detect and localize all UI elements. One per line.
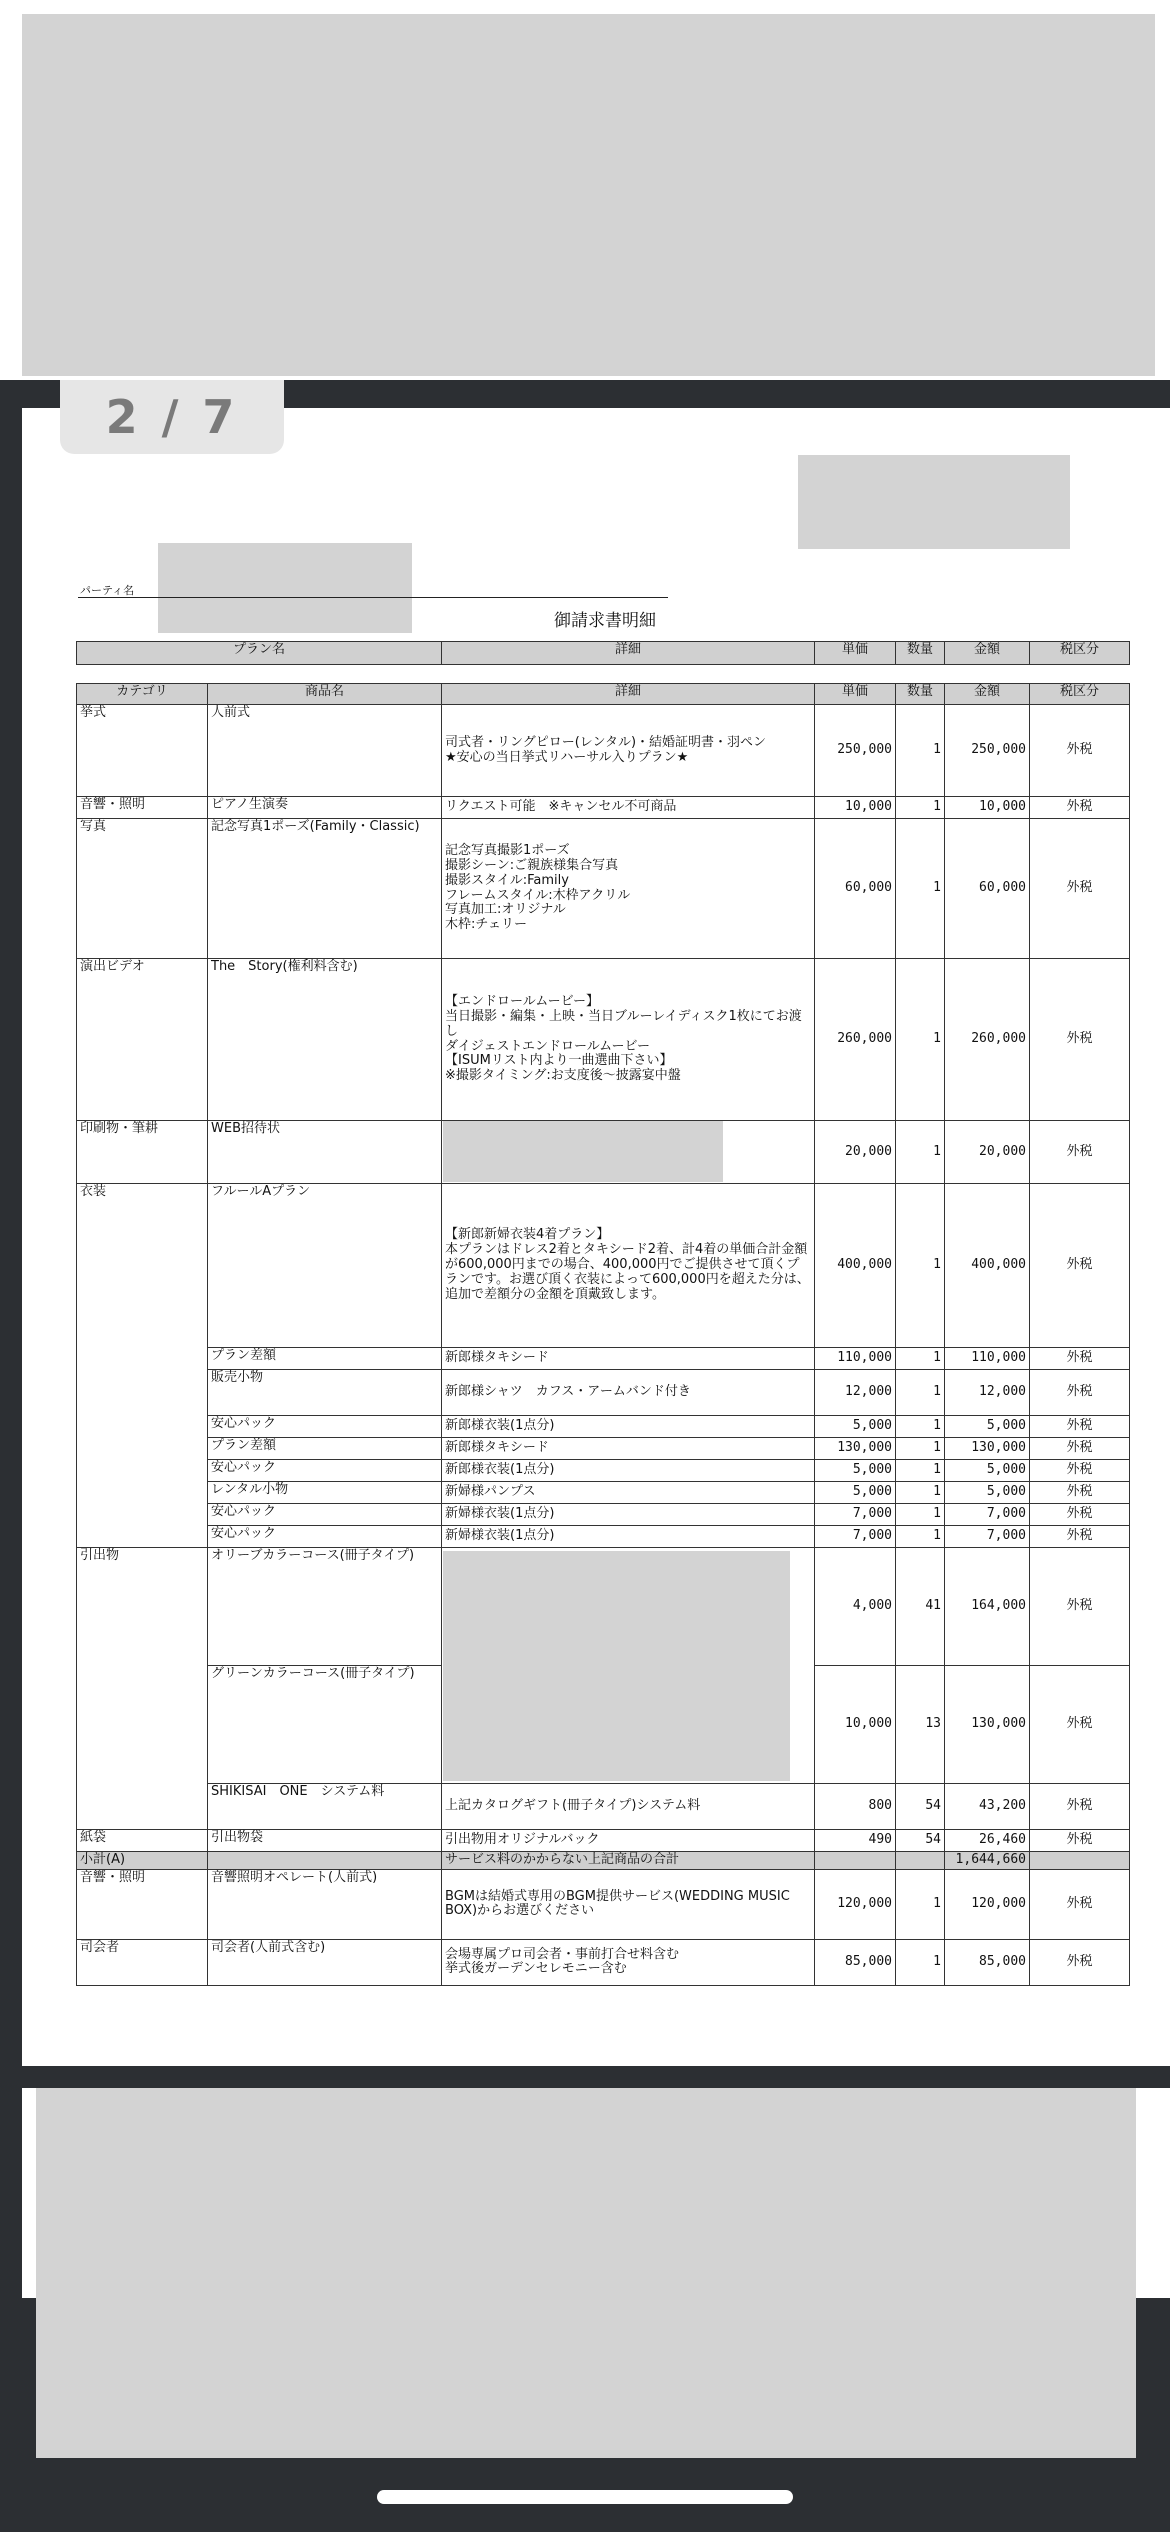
cell-tax: 外税 xyxy=(1030,1869,1130,1939)
cell-detail xyxy=(442,1504,815,1526)
cell-product: 販売小物 xyxy=(208,1370,442,1416)
table-row xyxy=(77,1482,1130,1504)
cell-product: 安心パック xyxy=(208,1504,442,1526)
cell-unit: 85,000 xyxy=(815,1939,896,1985)
table-row xyxy=(77,1416,1130,1438)
party-label: パーティ名 xyxy=(80,584,135,597)
detail-text: BGMは結婚式専用のBGM提供サービス(WEDDING MUSIC BOX)からお選びください xyxy=(445,1888,790,1919)
cell-qty: 41 xyxy=(896,1548,945,1666)
redacted-header-block xyxy=(22,14,1155,376)
table-row xyxy=(77,797,1130,819)
detail-text: 上記カタログギフト(冊子タイプ)システム料 xyxy=(445,1798,701,1814)
cell-product: 人前式 xyxy=(208,705,442,797)
header-tax: 税区分 xyxy=(1030,684,1130,705)
cell-qty: 54 xyxy=(896,1784,945,1830)
cell-amount: 400,000 xyxy=(945,1184,1030,1348)
cell-amount: 5,000 xyxy=(945,1460,1030,1482)
cell-product: 安心パック xyxy=(208,1460,442,1482)
cell-category: 印刷物・筆耕 xyxy=(77,1121,208,1184)
cell-detail xyxy=(442,1869,815,1939)
subtotal-row xyxy=(77,1852,1130,1870)
cell-detail xyxy=(442,1482,815,1504)
cell-detail xyxy=(442,1526,815,1548)
cell-product: The Story(権利料含む) xyxy=(208,959,442,1121)
cell-product: WEB招待状 xyxy=(208,1121,442,1184)
table-row xyxy=(77,819,1130,959)
table-row xyxy=(77,705,1130,797)
subtotal-blank xyxy=(208,1852,442,1870)
cell-qty: 1 xyxy=(896,1184,945,1348)
redacted-footer-block xyxy=(36,2088,1136,2458)
cell-detail xyxy=(442,1784,815,1830)
cell-unit: 400,000 xyxy=(815,1184,896,1348)
cell-tax: 外税 xyxy=(1030,1548,1130,1666)
cell-unit: 250,000 xyxy=(815,705,896,797)
cell-category: 音響・照明 xyxy=(77,797,208,819)
cell-tax: 外税 xyxy=(1030,1784,1130,1830)
table-row xyxy=(77,1121,1130,1184)
subtotal-blank xyxy=(1030,1852,1130,1870)
detail-text: 司式者・リングピロー(レンタル)・結婚証明書・羽ペン ★安心の当日挙式リハーサル入りプラン★ xyxy=(445,734,767,765)
cell-tax: 外税 xyxy=(1030,1184,1130,1348)
detail-text: 新郎様タキシード xyxy=(445,1440,549,1456)
cell-unit: 60,000 xyxy=(815,819,896,959)
subtotal-detail: サービス料のかからない上記商品の合計 xyxy=(442,1852,815,1870)
table-row xyxy=(77,959,1130,1121)
detail-text: 新郎様衣装(1点分) xyxy=(445,1462,555,1478)
table-row xyxy=(77,1869,1130,1939)
cell-amount: 5,000 xyxy=(945,1482,1030,1504)
cell-qty: 1 xyxy=(896,705,945,797)
cell-qty: 1 xyxy=(896,1348,945,1370)
cell-tax: 外税 xyxy=(1030,1348,1130,1370)
cell-detail xyxy=(442,1348,815,1370)
detail-text: 新婦様パンプス xyxy=(445,1484,536,1500)
cell-product: オリーブカラーコース(冊子タイプ) xyxy=(208,1548,442,1666)
cell-amount: 7,000 xyxy=(945,1526,1030,1548)
cell-unit: 5,000 xyxy=(815,1460,896,1482)
cell-detail xyxy=(442,819,815,959)
detail-text: 新婦様衣装(1点分) xyxy=(445,1506,555,1522)
cell-qty: 1 xyxy=(896,1438,945,1460)
cell-tax: 外税 xyxy=(1030,1370,1130,1416)
cell-unit: 7,000 xyxy=(815,1526,896,1548)
cell-qty: 1 xyxy=(896,1121,945,1184)
cell-product: フルールAプラン xyxy=(208,1184,442,1348)
cell-detail xyxy=(442,1460,815,1482)
cell-tax: 外税 xyxy=(1030,1666,1130,1784)
cell-detail xyxy=(442,1830,815,1852)
table-row xyxy=(77,1526,1130,1548)
cell-unit: 7,000 xyxy=(815,1504,896,1526)
header-qty: 数量 xyxy=(896,684,945,705)
party-underline xyxy=(78,597,668,598)
subtotal-blank xyxy=(815,1852,896,1870)
plan-header-table xyxy=(76,641,1130,665)
detail-text: 記念写真撮影1ポーズ 撮影シーン:ご親族様集合写真 撮影スタイル:Family フレームスタイル:木枠アクリル 写真加工:オリジナル 木枠:チェリー xyxy=(445,842,631,933)
cell-qty: 1 xyxy=(896,1482,945,1504)
cell-unit: 5,000 xyxy=(815,1416,896,1438)
cell-amount: 130,000 xyxy=(945,1438,1030,1460)
cell-detail xyxy=(442,1416,815,1438)
table-row xyxy=(77,1460,1130,1482)
cell-amount: 43,200 xyxy=(945,1784,1030,1830)
cell-detail xyxy=(442,1438,815,1460)
cell-unit: 20,000 xyxy=(815,1121,896,1184)
cell-amount: 110,000 xyxy=(945,1348,1030,1370)
cell-qty: 1 xyxy=(896,1370,945,1416)
table-row xyxy=(77,1830,1130,1852)
header-unit: 単価 xyxy=(815,684,896,705)
cell-detail xyxy=(442,1121,815,1184)
invoice-items-table xyxy=(76,683,1130,1986)
header-category: カテゴリ xyxy=(77,684,208,705)
cell-detail xyxy=(442,1184,815,1348)
cell-tax: 外税 xyxy=(1030,1939,1130,1985)
cell-unit: 10,000 xyxy=(815,797,896,819)
items-header-row xyxy=(77,684,1130,705)
redacted-detail xyxy=(443,1120,723,1182)
cell-unit: 800 xyxy=(815,1784,896,1830)
cell-qty: 13 xyxy=(896,1666,945,1784)
cell-amount: 12,000 xyxy=(945,1370,1030,1416)
plan-header-row xyxy=(77,642,1130,665)
cell-product: グリーンカラーコース(冊子タイプ) xyxy=(208,1666,442,1784)
cell-unit: 490 xyxy=(815,1830,896,1852)
cell-product: 引出物袋 xyxy=(208,1830,442,1852)
cell-amount: 250,000 xyxy=(945,705,1030,797)
cell-qty: 1 xyxy=(896,1504,945,1526)
cell-product: 司会者(人前式含む) xyxy=(208,1939,442,1985)
cell-qty: 1 xyxy=(896,1416,945,1438)
cell-category: 紙袋 xyxy=(77,1830,208,1852)
detail-text: 新婦様衣装(1点分) xyxy=(445,1528,555,1544)
page-indicator: 2 / 7 xyxy=(60,380,284,454)
cell-product: ピアノ生演奏 xyxy=(208,797,442,819)
cell-product: 安心パック xyxy=(208,1526,442,1548)
subtotal-blank xyxy=(896,1852,945,1870)
redacted-party-name xyxy=(158,543,412,633)
cell-category: 司会者 xyxy=(77,1939,208,1985)
cell-tax: 外税 xyxy=(1030,1526,1130,1548)
header-amount: 金額 xyxy=(945,684,1030,705)
cell-category: 音響・照明 xyxy=(77,1869,208,1939)
cell-tax: 外税 xyxy=(1030,1830,1130,1852)
cell-category: 演出ビデオ xyxy=(77,959,208,1121)
cell-product: レンタル小物 xyxy=(208,1482,442,1504)
cell-category: 衣装 xyxy=(77,1184,208,1548)
cell-product: 記念写真1ポーズ(Family・Classic) xyxy=(208,819,442,959)
cell-tax: 外税 xyxy=(1030,705,1130,797)
cell-tax: 外税 xyxy=(1030,1121,1130,1184)
header-detail: 詳細 xyxy=(442,642,815,665)
cell-product: SHIKISAI ONE システム料 xyxy=(208,1784,442,1830)
cell-product: プラン差額 xyxy=(208,1348,442,1370)
cell-amount: 7,000 xyxy=(945,1504,1030,1526)
detail-text: リクエスト可能 ※キャンセル不可商品 xyxy=(445,799,677,815)
header-product: 商品名 xyxy=(208,684,442,705)
cell-unit: 4,000 xyxy=(815,1548,896,1666)
cell-product: 安心パック xyxy=(208,1416,442,1438)
cell-detail xyxy=(442,1370,815,1416)
cell-unit: 120,000 xyxy=(815,1869,896,1939)
header-unit: 単価 xyxy=(815,642,896,665)
cell-amount: 20,000 xyxy=(945,1121,1030,1184)
cell-category: 挙式 xyxy=(77,705,208,797)
table-row xyxy=(77,1504,1130,1526)
cell-amount: 10,000 xyxy=(945,797,1030,819)
cell-unit: 12,000 xyxy=(815,1370,896,1416)
detail-text: 【新郎新婦衣装4着プラン】 本プランはドレス2着とタキシード2着、計4着の単価合計金額が600,000円までの場合、400,000円でご提供させて頂くプランです。お選び頂く衣装によって600,000円を超えた分は、追加で差額分の金額を頂戴致します。 xyxy=(445,1227,810,1302)
cell-product: プラン差額 xyxy=(208,1438,442,1460)
header-plan: プラン名 xyxy=(77,642,442,665)
table-row xyxy=(77,1939,1130,1985)
table-row xyxy=(77,1184,1130,1348)
cell-qty: 1 xyxy=(896,959,945,1121)
home-indicator[interactable] xyxy=(377,2490,793,2504)
cell-detail xyxy=(442,1548,815,1784)
table-row xyxy=(77,1348,1130,1370)
cell-tax: 外税 xyxy=(1030,1416,1130,1438)
cell-product: 音響照明オペレート(人前式) xyxy=(208,1869,442,1939)
redacted-company-block xyxy=(798,455,1070,549)
cell-amount: 5,000 xyxy=(945,1416,1030,1438)
table-row xyxy=(77,1784,1130,1830)
document-title: 御請求書明細 xyxy=(554,611,656,631)
cell-category: 引出物 xyxy=(77,1548,208,1830)
cell-unit: 110,000 xyxy=(815,1348,896,1370)
cell-amount: 120,000 xyxy=(945,1869,1030,1939)
detail-text: 会場専属プロ司会者・事前打合せ料含む 挙式後ガーデンセレモニー含む xyxy=(445,1946,680,1977)
cell-qty: 1 xyxy=(896,1869,945,1939)
cell-unit: 10,000 xyxy=(815,1666,896,1784)
header-detail: 詳細 xyxy=(442,684,815,705)
cell-unit: 130,000 xyxy=(815,1438,896,1460)
cell-amount: 26,460 xyxy=(945,1830,1030,1852)
detail-text: 引出物用オリジナルバック xyxy=(445,1832,600,1848)
detail-text: 新郎様タキシード xyxy=(445,1350,549,1366)
cell-tax: 外税 xyxy=(1030,959,1130,1121)
cell-qty: 1 xyxy=(896,1460,945,1482)
cell-detail xyxy=(442,797,815,819)
cell-detail xyxy=(442,959,815,1121)
cell-amount: 60,000 xyxy=(945,819,1030,959)
table-row xyxy=(77,1370,1130,1416)
cell-tax: 外税 xyxy=(1030,819,1130,959)
cell-amount: 130,000 xyxy=(945,1666,1030,1784)
subtotal-label: 小計(A) xyxy=(77,1852,208,1870)
cell-tax: 外税 xyxy=(1030,1504,1130,1526)
cell-qty: 1 xyxy=(896,819,945,959)
cell-amount: 164,000 xyxy=(945,1548,1030,1666)
detail-text: 新郎様シャツ カフス・アームバンド付き xyxy=(445,1384,691,1400)
cell-category: 写真 xyxy=(77,819,208,959)
detail-text: 新郎様衣装(1点分) xyxy=(445,1418,555,1434)
header-qty: 数量 xyxy=(896,642,945,665)
table-row xyxy=(77,1548,1130,1666)
detail-text: 【エンドロールムービー】 当日撮影・編集・上映・当日ブルーレイディスク1枚にてお渡し ダイジェストエンドロールムービー 【ISUMリスト内より一曲選曲下さい】 ※撮影タイミング:お支度後〜披露宴中盤 xyxy=(445,993,802,1084)
cell-qty: 54 xyxy=(896,1830,945,1852)
redacted-detail xyxy=(443,1551,790,1781)
cell-qty: 1 xyxy=(896,797,945,819)
cell-amount: 260,000 xyxy=(945,959,1030,1121)
cell-detail xyxy=(442,705,815,797)
header-tax: 税区分 xyxy=(1030,642,1130,665)
cell-tax: 外税 xyxy=(1030,797,1130,819)
cell-qty: 1 xyxy=(896,1939,945,1985)
cell-tax: 外税 xyxy=(1030,1460,1130,1482)
cell-unit: 260,000 xyxy=(815,959,896,1121)
cell-amount: 85,000 xyxy=(945,1939,1030,1985)
subtotal-amount: 1,644,660 xyxy=(945,1852,1030,1870)
cell-qty: 1 xyxy=(896,1526,945,1548)
cell-unit: 5,000 xyxy=(815,1482,896,1504)
header-amount: 金額 xyxy=(945,642,1030,665)
table-row xyxy=(77,1438,1130,1460)
cell-tax: 外税 xyxy=(1030,1438,1130,1460)
cell-tax: 外税 xyxy=(1030,1482,1130,1504)
cell-detail xyxy=(442,1939,815,1985)
